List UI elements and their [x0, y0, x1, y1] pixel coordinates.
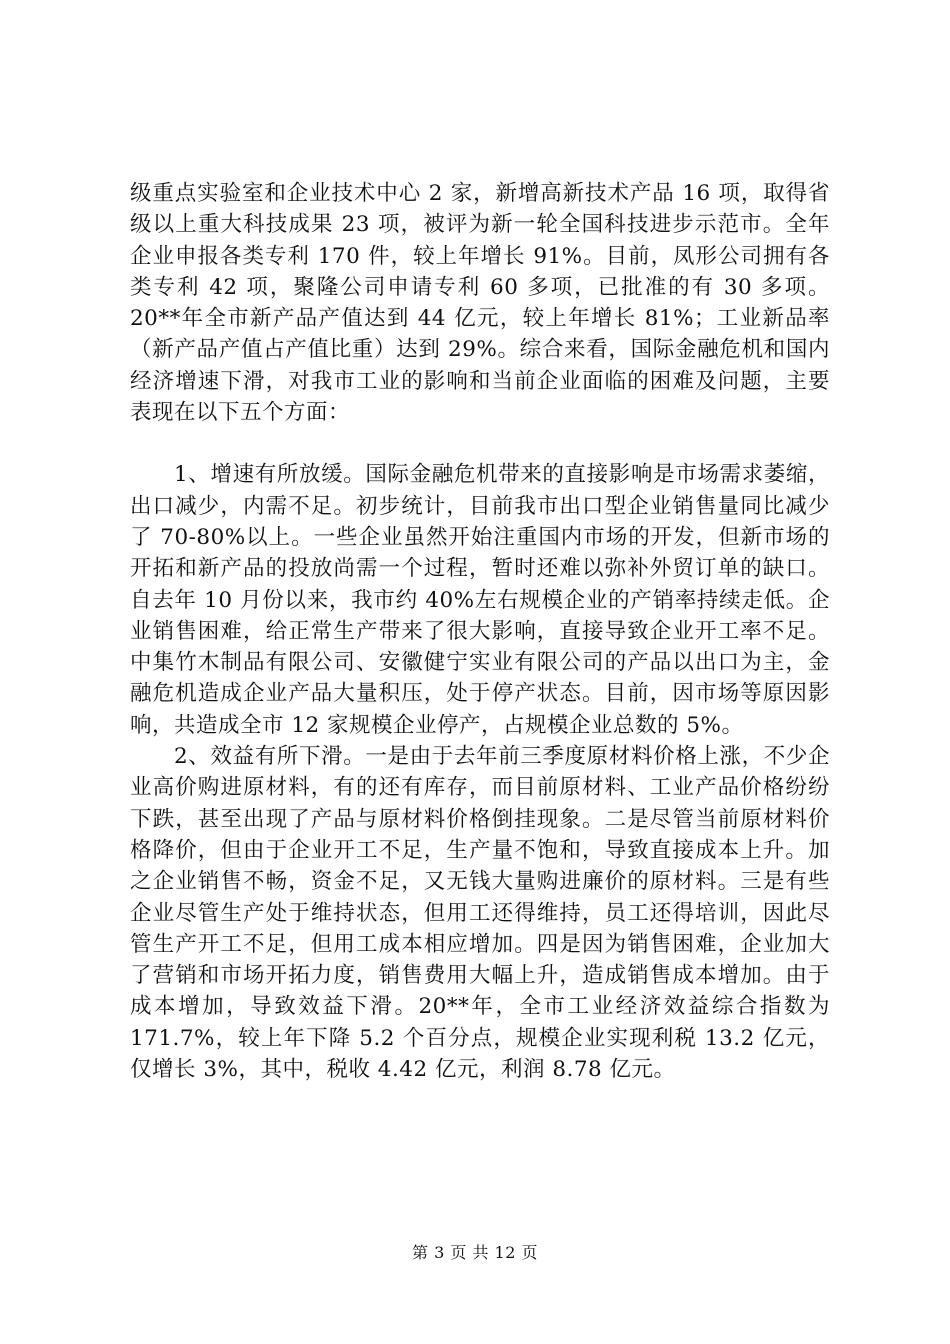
paragraph-intro: 级重点实验室和企业技术中心 2 家，新增高新技术产品 16 项，取得省级以上重大科技成果 23 项，被评为新一轮全国科技进步示范市。全年企业申报各类专利 170 件，较上年增长 91%。目前，凤形公司拥有各类专利 42 项，聚隆公司申请专利 60 多项，已批准的有 30 多项。20**年全市新产品产值达到 44 亿元，较上年增长 81%；工业新品率（新产品产值占产值比重）达到 29%。综合来看，国际金融危机和国内经济增速下滑，对我市工业的影响和当前企业面临的困难及问题，主要表现在以下五个方面： [130, 181, 830, 426]
paragraph-profit-decline: 2、效益有所下滑。一是由于去年前三季度原材料价格上涨，不少企业高价购进原材料，有的还有库存，而目前原材料、工业产品价格纷纷下跌，甚至出现了产品与原材料价格倒挂现象。二是尽管当前原材料价格降价，但由于企业开工不足，生产量不饱和，导致直接成本上升。加之企业销售不畅，资金不足，又无钱大量购进廉价的原材料。三是有些企业尽管生产处于维持状态，但用工还得维持，员工还得培训，因此尽管生产开工不足，但用工成本相应增加。四是因为销售困难，企业加大了营销和市场开拓力度，销售费用大幅上升，造成销售成本增加。由于成本增加，导致效益下滑。20**年，全市工业经济效益综合指数为 171.7%，较上年下降 5.2 个百分点，规模企业实现利税 13.2 亿元，仅增长 3%，其中，税收 4.42 亿元，利润 8.78 亿元。 [130, 744, 830, 1083]
paragraph-spacer [130, 428, 830, 459]
page-number-label: 第 3 页 共 12 页 [412, 1243, 538, 1262]
paragraph-growth-slowdown: 1、增速有所放缓。国际金融危机带来的直接影响是市场需求萎缩，出口减少，内需不足。初步统计，目前我市出口型企业销售量同比减少了 70-80%以上。一些企业虽然开始注重国内市场的开发，但新市场的开拓和新产品的投放尚需一个过程，暂时还难以弥补外贸订单的缺口。自去年 10 月份以来，我市约 40%左右规模企业的产销率持续走低。企业销售困难，给正常生产带来了很大影响，直接导致企业开工率不足。中集竹木制品有限公司、安徽健宁实业有限公司的产品以出口为主，金融危机造成企业产品大量积压，处于停产状态。目前，因市场等原因影响，共造成全市 12 家规模企业停产，占规模企业总数的 5%。 [130, 462, 830, 738]
document-body [130, 178, 830, 1085]
page-footer [0, 1243, 950, 1263]
